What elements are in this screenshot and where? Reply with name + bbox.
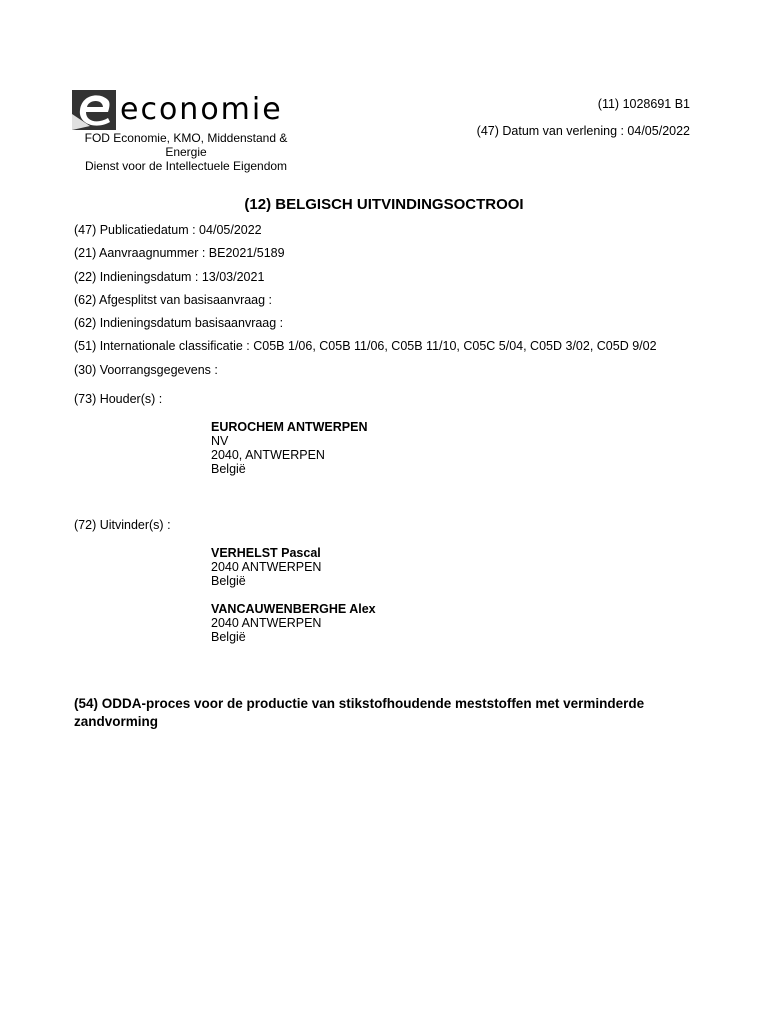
holder-line-2: NV: [211, 434, 229, 448]
inventor-country: België: [211, 630, 246, 644]
bibliographic-fields: [74, 223, 657, 386]
field-filing-date: (22) Indieningsdatum : 13/03/2021: [74, 269, 265, 284]
org-line-2: Energie: [165, 145, 207, 159]
invention-title: (54) ODDA-proces voor de productie van stikstofhoudende meststoffen met verminderde zandvorming: [74, 696, 645, 729]
org-line-3: Dienst voor de Intellectuele Eigendom: [84, 159, 288, 173]
field-divisional-of: (62) Afgesplitst van basisaanvraag :: [74, 292, 273, 307]
field-priority-data: (30) Voorrangsgegevens :: [74, 362, 218, 377]
inventor-entry: [211, 546, 321, 588]
holder-name: EUROCHEM ANTWERPEN: [211, 420, 368, 434]
inventor-name: VERHELST Pascal: [211, 546, 321, 560]
field-application-number: (21) Aanvraagnummer : BE2021/5189: [74, 246, 285, 261]
economie-e-logo-icon: [72, 90, 116, 130]
org-name: [72, 131, 300, 173]
org-line-1: FOD Economie, KMO, Middenstand &: [84, 131, 288, 145]
document-title: (12) BELGISCH UITVINDINGSOCTROOI: [244, 196, 524, 213]
patent-number: (11) 1028691 B1: [597, 97, 690, 111]
org-logo-block: [72, 90, 302, 173]
inventor-name: VANCAUWENBERGHE Alex: [211, 602, 376, 616]
logo-wordmark: economie: [120, 92, 283, 127]
field-divisional-filing-date: (62) Indieningsdatum basisaanvraag :: [74, 316, 284, 331]
holder-address: 2040, ANTWERPEN: [211, 448, 325, 462]
holder-details: [211, 420, 367, 476]
holder-country: België: [211, 462, 246, 476]
inventor-country: België: [211, 574, 246, 588]
holder-label: (73) Houder(s) :: [74, 392, 163, 406]
field-publication-date: (47) Publicatiedatum : 04/05/2022: [74, 223, 262, 237]
logo-row: [72, 90, 302, 130]
inventor-entry: [211, 602, 376, 644]
inventor-label: (72) Uitvinder(s) :: [74, 518, 171, 532]
patent-meta: [477, 97, 690, 138]
inventor-city: 2040 ANTWERPEN: [211, 616, 322, 630]
grant-date: (47) Datum van verlening : 04/05/2022: [476, 124, 690, 138]
field-classification: (51) Internationale classificatie : C05B 1/06, C05B 11/06, C05B 11/10, C05C 5/04, C05D 3/02, C05D 9/02: [74, 339, 657, 354]
inventor-city: 2040 ANTWERPEN: [211, 560, 322, 574]
